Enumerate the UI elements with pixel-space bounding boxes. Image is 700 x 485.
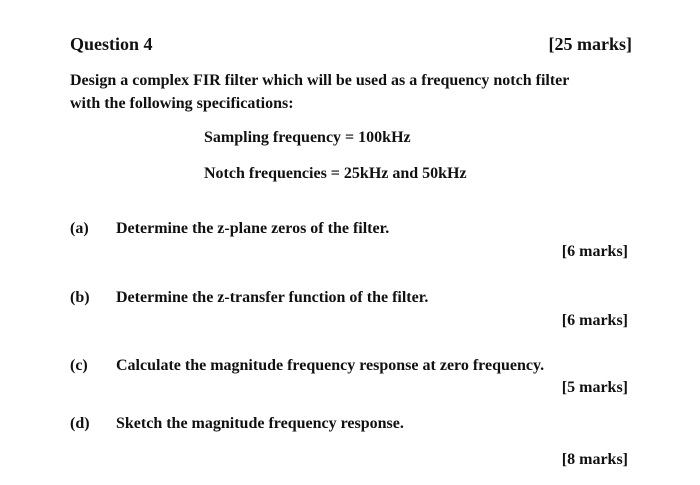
part-a-letter: (a) (70, 220, 89, 237)
part-d-text: Sketch the magnitude frequency response. (116, 415, 404, 432)
intro-line-2: with the following specifications: (70, 95, 294, 112)
question-title: Question 4 (70, 34, 153, 54)
part-b-marks: [6 marks] (561, 312, 628, 329)
part-d-letter: (d) (70, 415, 90, 432)
part-d-marks: [8 marks] (561, 451, 628, 468)
part-c-text: Calculate the magnitude frequency response at zero frequency. (116, 357, 545, 374)
part-b-text: Determine the z-transfer function of the filter. (116, 289, 429, 306)
part-a-marks: [6 marks] (561, 243, 628, 260)
part-a-text: Determine the z-plane zeros of the filter. (116, 220, 390, 237)
spec-notch-frequencies: Notch frequencies = 25kHz and 50kHz (204, 165, 467, 182)
intro-line-1: Design a complex FIR filter which will be used as a frequency notch filter (70, 72, 570, 89)
part-b-letter: (b) (70, 289, 90, 306)
part-c-marks: [5 marks] (561, 379, 628, 396)
total-marks: [25 marks] (548, 34, 632, 54)
spec-sampling-frequency: Sampling frequency = 100kHz (204, 129, 411, 146)
part-c-letter: (c) (70, 357, 88, 374)
